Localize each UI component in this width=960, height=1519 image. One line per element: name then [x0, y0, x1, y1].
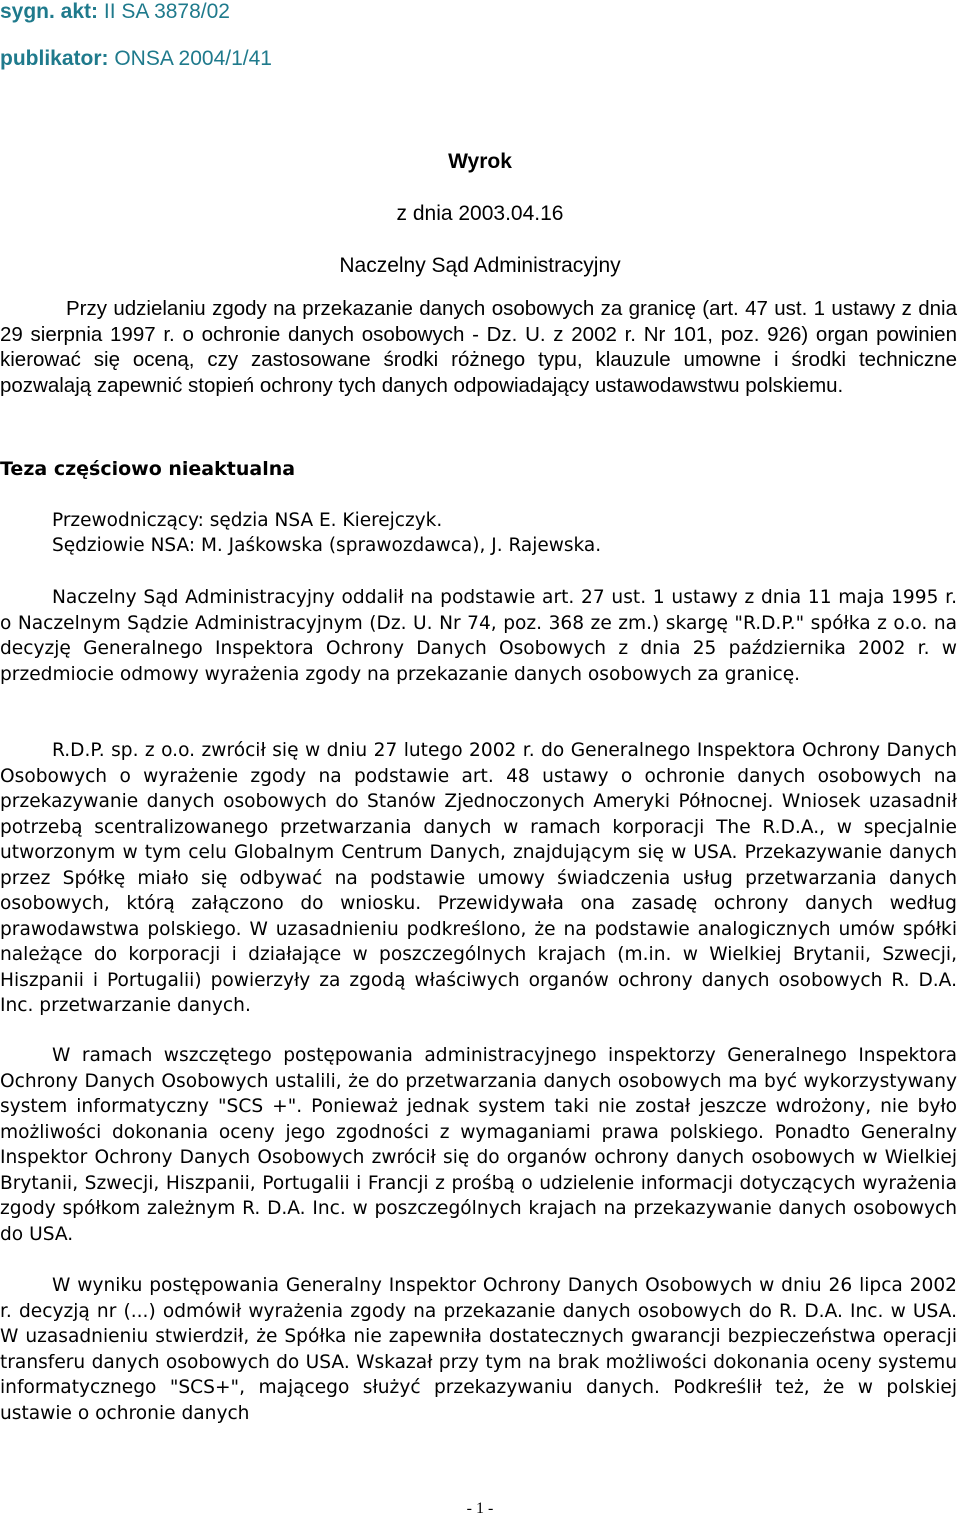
paragraph-ruling: Naczelny Sąd Administracyjny oddalił na podstawie art. 27 ust. 1 ustawy z dnia 11 maja 1995 r. o Naczelnym Sądzie Administracyjnym (Dz. U. Nr 74, poz. 368 ze zm.) skargę "R.D.P." spółka z o.o. na decyzję Generalnego Inspektora Ochrony Danych Osobowych z dnia 25 października 2002 r. w przedmiocie odmowy wyrażenia zgody na przekazanie danych osobowych za granicę. — [0, 587, 957, 685]
thesis-status: Teza częściowo nieaktualna — [0, 458, 296, 480]
paragraph-proceedings: W ramach wszczętego postępowania administracyjnego inspektorzy Generalnego Inspektora Ochrony Danych Osobowych ustalili, że do przetwarzania danych osobowych ma być wykorzystywany system informatyczny "SCS +". Ponieważ jednak system taki nie został jeszcze wdrożony, nie było możliwości dokonania oceny jego zgodności z wymaganiami prawa polskiego. Ponadto Generalny Inspektor Ochrony Danych Osobowych zwrócił się do organów ochrony danych osobowych w Wielkiej Brytanii, Szwecji, Hiszpanii, Portugalii i Francji z prośbą o udzielenie informacji dotyczących wyrażenia zgody spółkom zależnym R. D.A. Inc. w poszczególnych krajach na przekazywanie danych osobowych do USA. — [0, 1045, 957, 1245]
case-number-value: II SA 3878/02 — [103, 0, 230, 23]
panel-judges: Sędziowie NSA: M. Jaśkowska (sprawozdawca), J. Rajewska. — [52, 535, 602, 556]
panel-chair: Przewodniczący: sędzia NSA E. Kierejczyk. — [52, 510, 443, 531]
thesis-summary: Przy udzielaniu zgody na przekazanie danych osobowych za granicę (art. 47 ust. 1 ustawy z dnia 29 sierpnia 1997 r. o ochronie danych osobowych - Dz. U. z 2002 r. Nr 101, poz. 926) organ powinien kierować się oceną, czy zastosowane środki różnego typu, klauzule umowne i środki techniczne pozwalają zapewnić stopień ochrony tych danych odpowiadający ustawodawstwu polskiemu. — [0, 297, 957, 397]
judgment-title: Wyrok — [448, 150, 512, 173]
publisher-value: ONSA 2004/1/41 — [114, 47, 272, 70]
publisher-label: publikator: — [0, 47, 109, 70]
publisher-line — [0, 47, 272, 71]
court-name: Naczelny Sąd Administracyjny — [339, 254, 621, 277]
judgment-date: z dnia 2003.04.16 — [396, 202, 564, 225]
page-number: - 1 - — [466, 1500, 494, 1517]
paragraph-application: R.D.P. sp. z o.o. zwrócił się w dniu 27 lutego 2002 r. do Generalnego Inspektora Ochrony Danych Osobowych o wyrażenie zgody na podstawie art. 48 ustawy o ochronie danych osobowych na przekazywanie danych osobowych do Stanów Zjednoczonych Ameryki Północnej. Wniosek uzasadnił potrzebą scentralizowanego przetwarzania danych w ramach korporacji The R.D.A., w specjalnie utworzonym w tym celu Globalnym Centrum Danych, znajdującym się w USA. Przekazywanie danych przez Spółkę miało się odbywać na podstawie umowy świadczenia usług przetwarzania danych osobowych, którą załączono do wniosku. Przewidywała ona zasadę ochrony danych według prawodawstwa polskiego. W uzasadnieniu podkreślono, że na podstawie analogicznych umów spółki należące do korporacji i działające w poszczególnych krajach (m.in. w Wielkiej Brytanii, Szwecji, Hiszpanii i Portugalii) powierzyły za zgodą właściwych organów ochrony danych osobowych R. D.A. Inc. przetwarzanie danych. — [0, 740, 957, 1016]
case-number-label: sygn. akt: — [0, 0, 99, 23]
paragraph-decision: W wyniku postępowania Generalny Inspektor Ochrony Danych Osobowych w dniu 26 lipca 2002 r. decyzją nr (...) odmówił wyrażenia zgody na przekazanie danych osobowych do R. D.A. Inc. w USA. W uzasadnieniu stwierdził, że Spółka nie zapewniła dostatecznych gwarancji bezpieczeństwa operacji transferu danych osobowych do USA. Wskazał przy tym na brak możliwości dokonania oceny systemu informatycznego "SCS+", mającego służyć przekazywaniu danych. Podkreślił też, że w polskiej ustawie o ochronie danych — [0, 1275, 957, 1424]
case-number-line — [0, 0, 230, 24]
